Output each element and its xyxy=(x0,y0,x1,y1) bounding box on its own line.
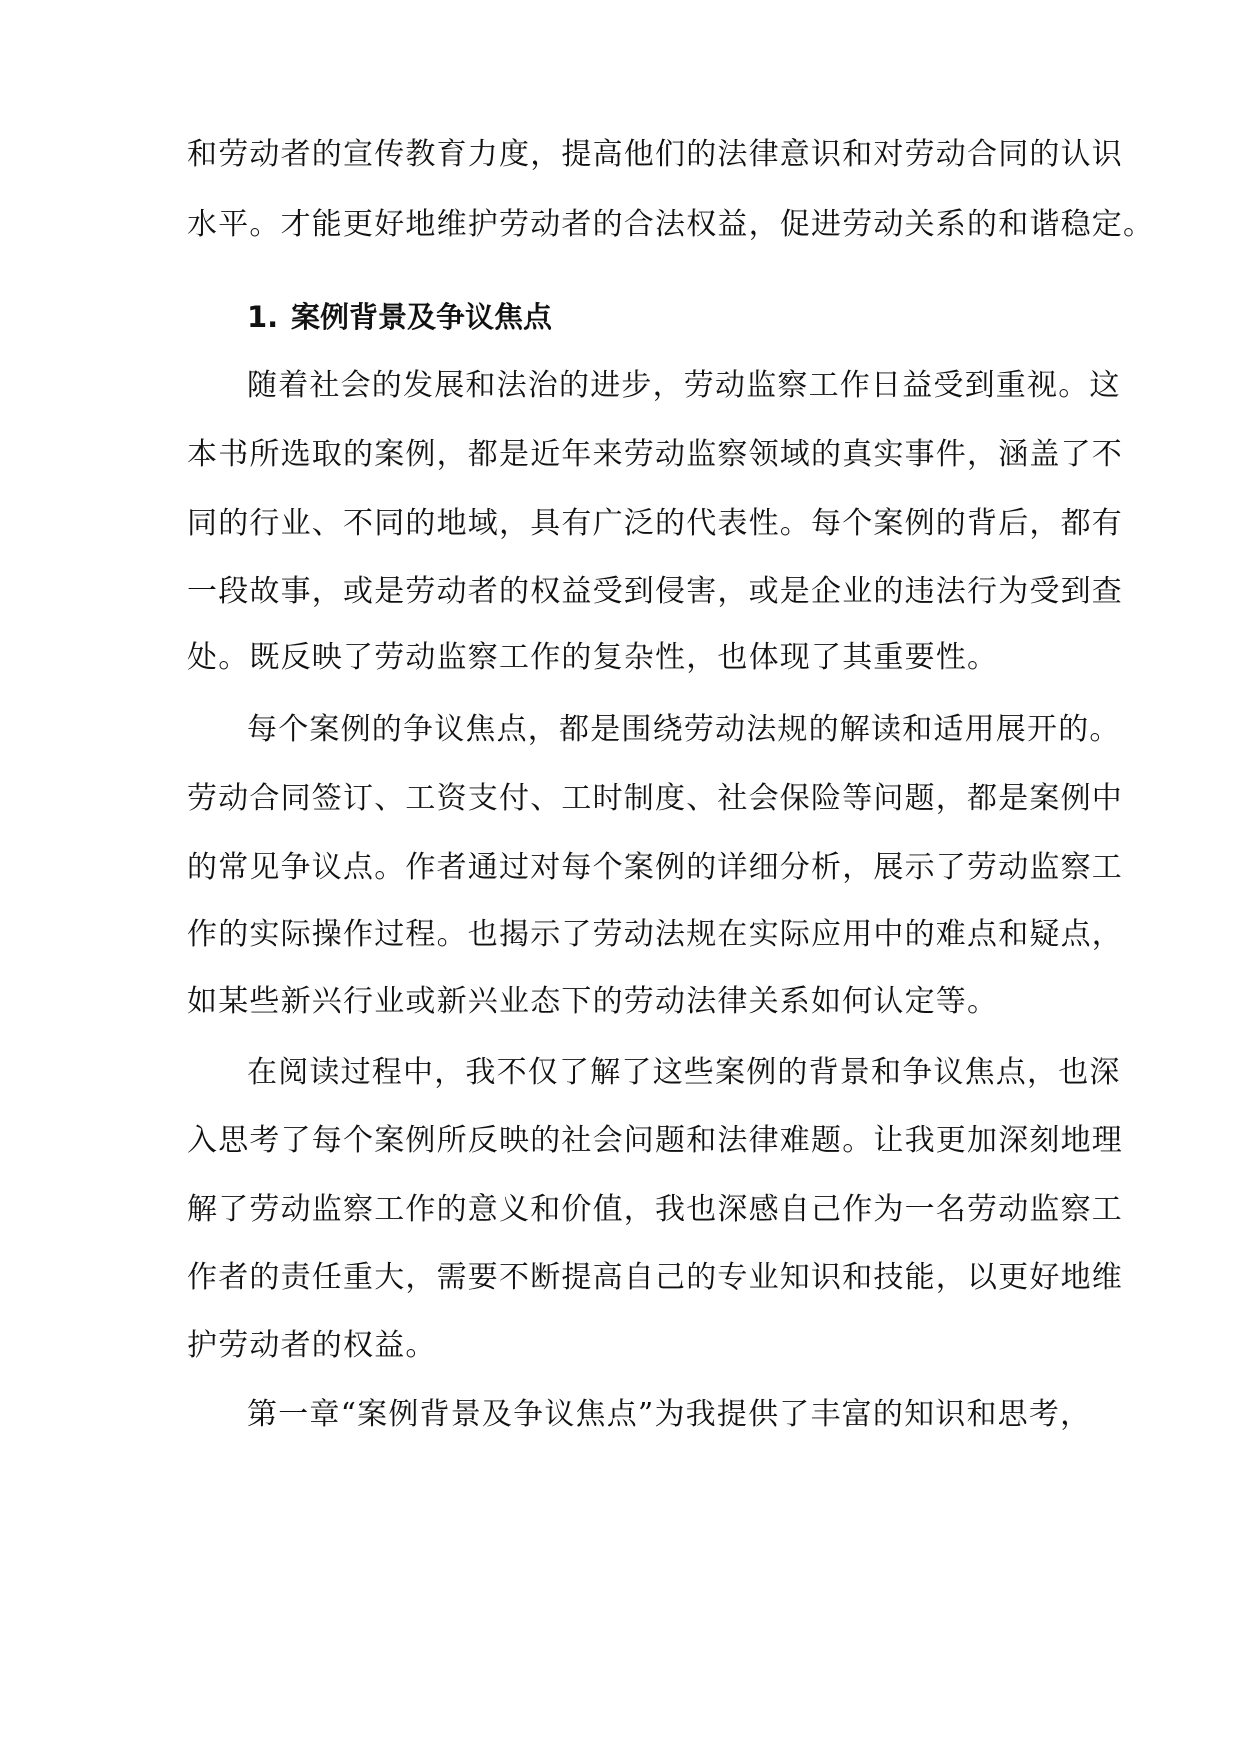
text-line: 作者的责任重大，需要不断提高自己的专业知识和技能，以更好地维 xyxy=(187,1260,1123,1295)
text-line: 每个案例的争议焦点，都是围绕劳动法规的解读和适用展开的。 xyxy=(247,712,1121,747)
text-line: 劳动合同签订、工资支付、工时制度、社会保险等问题，都是案例中 xyxy=(187,781,1123,816)
text-line: 和劳动者的宣传教育力度，提高他们的法律意识和对劳动合同的认识 xyxy=(187,137,1123,172)
text-line: 一段故事，或是劳动者的权益受到侵害，或是企业的违法行为受到查 xyxy=(187,574,1123,609)
text-line: 如某些新兴行业或新兴业态下的劳动法律关系如何认定等。 xyxy=(187,984,999,1019)
section-number: 1. xyxy=(247,300,279,334)
text-line: 入思考了每个案例所反映的社会问题和法律难题。让我更加深刻地理 xyxy=(187,1123,1123,1158)
text-line: 作的实际操作过程。也揭示了劳动法规在实际应用中的难点和疑点， xyxy=(187,917,1123,952)
text-line: 随着社会的发展和法治的进步，劳动监察工作日益受到重视。这 xyxy=(247,368,1121,403)
text-line: 解了劳动监察工作的意义和价值，我也深感自己作为一名劳动监察工 xyxy=(187,1192,1123,1227)
text-line: 同的行业、不同的地域，具有广泛的代表性。每个案例的背后，都有 xyxy=(187,506,1123,541)
section-title-text: 案例背景及争议焦点 xyxy=(291,300,553,334)
text-line: 第一章“案例背景及争议焦点”为我提供了丰富的知识和思考， xyxy=(247,1397,1092,1432)
text-line: 在阅读过程中，我不仅了解了这些案例的背景和争议焦点，也深 xyxy=(247,1055,1121,1090)
text-line: 水平。才能更好地维护劳动者的合法权益，促进劳动关系的和谐稳定。 xyxy=(187,207,1155,242)
text-line: 的常见争议点。作者通过对每个案例的详细分析，展示了劳动监察工 xyxy=(187,850,1123,885)
text-line: 本书所选取的案例，都是近年来劳动监察领域的真实事件，涵盖了不 xyxy=(187,437,1123,472)
text-line: 处。既反映了劳动监察工作的复杂性，也体现了其重要性。 xyxy=(187,640,999,675)
section-title xyxy=(247,287,552,347)
text-line: 护劳动者的权益。 xyxy=(187,1328,437,1363)
